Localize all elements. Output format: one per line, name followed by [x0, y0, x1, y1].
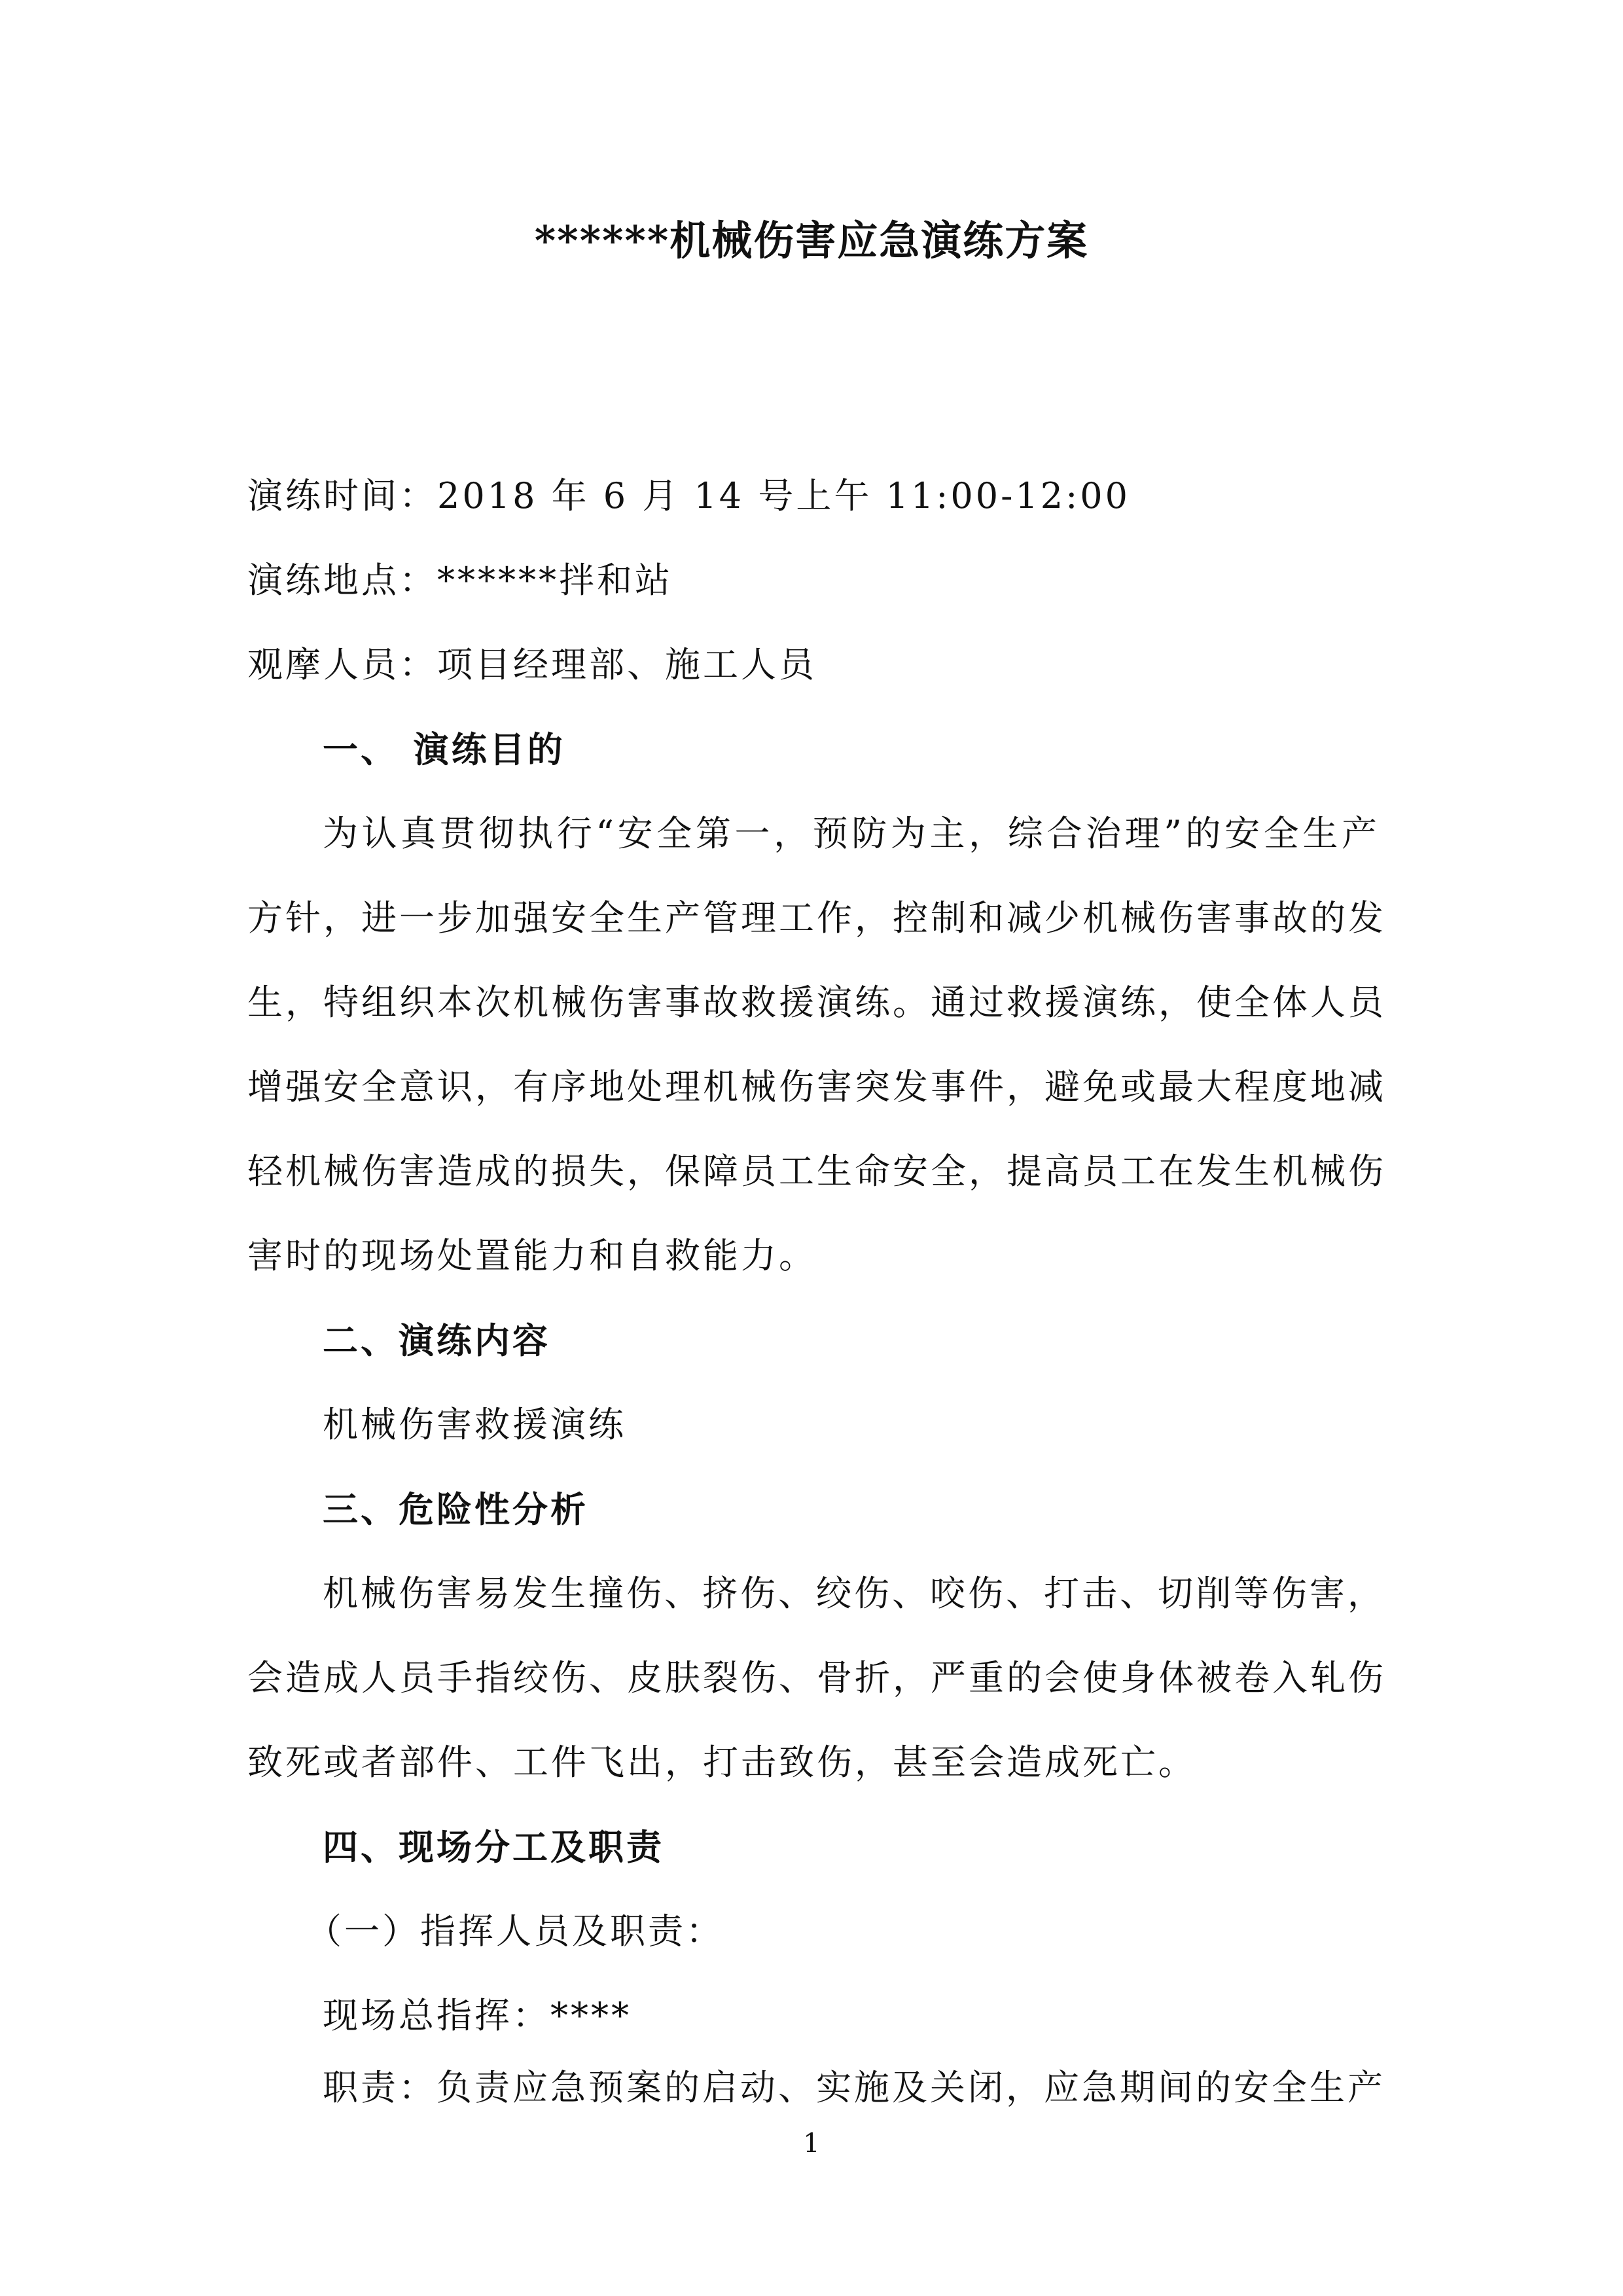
- section1-line: 为认真贯彻执行“安全第一，预防为主，综合治理”的安全生产: [323, 813, 1380, 854]
- section1-line: 生，特组织本次机械伤害事故救援演练。通过救援演练，使全体人员: [247, 982, 1386, 1023]
- section4-heading: 四、现场分工及职责: [323, 1826, 664, 1868]
- drill-location: 演练地点：******拌和站: [247, 560, 673, 601]
- document-title: ******机械伤害应急演练方案: [534, 217, 1089, 264]
- section1-heading: 一、 演练目的: [323, 728, 565, 770]
- drill-time: 演练时间：2018 年 6 月 14 号上午 11:00-12:00: [247, 475, 1130, 516]
- page-number: 1: [803, 2128, 820, 2159]
- section2-text: 机械伤害救援演练: [323, 1404, 626, 1445]
- section1-line: 轻机械伤害造成的损失，保障员工生命安全，提高员工在发生机械伤: [247, 1151, 1386, 1192]
- section3-heading: 三、危险性分析: [323, 1488, 588, 1530]
- section3-line: 致死或者部件、工件飞出，打击致伤，甚至会造成死亡。: [247, 1742, 1196, 1783]
- observers: 观摩人员：项目经理部、施工人员: [247, 644, 817, 685]
- section4-sub1: （一）指挥人员及职责：: [306, 1910, 724, 1952]
- section3-line: 机械伤害易发生撞伤、挤伤、绞伤、咬伤、打击、切削等伤害，: [323, 1573, 1385, 1614]
- commander: 现场总指挥：****: [323, 1995, 632, 2036]
- section2-heading: 二、演练内容: [323, 1319, 550, 1361]
- section3-line: 会造成人员手指绞伤、皮肤裂伤、骨折，严重的会使身体被卷入轧伤: [247, 1657, 1386, 1698]
- section1-line: 方针，进一步加强安全生产管理工作，控制和减少机械伤害事故的发: [247, 897, 1386, 939]
- section1-line: 害时的现场处置能力和自救能力。: [247, 1235, 817, 1276]
- section1-line: 增强安全意识，有序地处理机械伤害突发事件，避免或最大程度地减: [247, 1066, 1386, 1107]
- duty: 职责：负责应急预案的启动、实施及关闭，应急期间的安全生产: [323, 2067, 1385, 2108]
